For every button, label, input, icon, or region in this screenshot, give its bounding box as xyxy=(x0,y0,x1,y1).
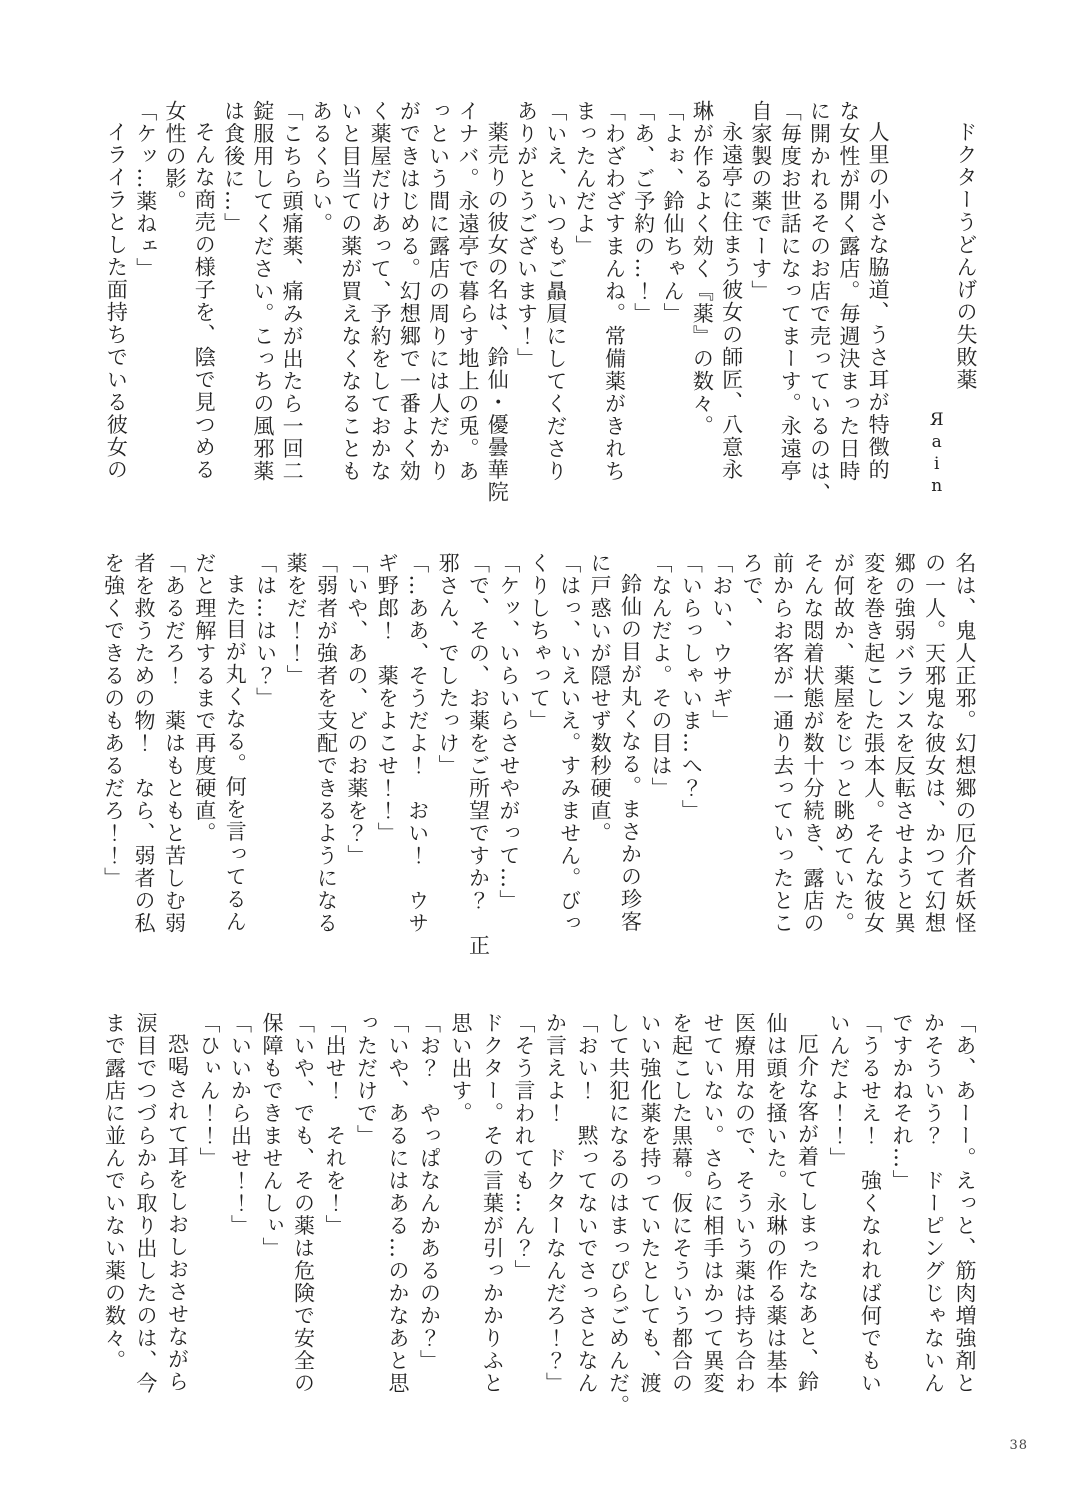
text-line: 「ひぃん！！」 xyxy=(197,1012,221,1170)
text-line: ギ野郎！ 薬をよこせ！！」 xyxy=(375,552,400,845)
text-line: く薬屋だけあって、予約をしておかな xyxy=(368,100,393,483)
text-line: いと目当ての薬が買えなくなることも xyxy=(338,100,363,483)
page-number: 38 xyxy=(1009,1438,1028,1453)
text-line: まったんだよ」 xyxy=(573,100,598,258)
text-band-bottom xyxy=(98,1012,980,1444)
text-line: 「わざわざすまんね。常備薬がきれち xyxy=(602,100,627,483)
text-line: いんだよ！！」 xyxy=(827,1012,851,1170)
text-line: ドクター。その言葉が引っかかりふと xyxy=(480,1012,505,1395)
text-line: 仙は頭を掻いた。永琳の作る薬は基本 xyxy=(764,1012,788,1395)
text-line: 思い出す。 xyxy=(449,1012,473,1125)
text-line: また目が丸くなる。何を言ってるん xyxy=(223,573,248,933)
text-line: 「ケッ…薬ねェ」 xyxy=(133,100,158,280)
text-line: せていない。さらに相手はかつて異変 xyxy=(701,1012,725,1395)
text-line: くりしちゃって」 xyxy=(527,552,552,732)
text-line: 琳が作るよく効く『薬』の数々。 xyxy=(690,100,715,438)
text-line: ろで、 xyxy=(740,552,765,620)
text-band-middle xyxy=(98,552,980,984)
text-line: 「はっ、いえいえ。すみません。びっ xyxy=(557,552,582,935)
text-line: は食後に…」 xyxy=(221,100,246,235)
text-line: に戸惑いが隠せず数秒硬直。 xyxy=(588,552,613,845)
text-line: ありがとうございます！」 xyxy=(514,100,539,370)
text-line: 「おい、ウサギ」 xyxy=(709,552,734,732)
text-line: 鈴仙の目が丸くなる。まさかの珍客 xyxy=(618,573,643,933)
text-line: そんな悶着状態が数十分続き、露店の xyxy=(800,552,825,935)
text-line: 厄介な客が着てしまったなあと、鈴 xyxy=(795,1033,820,1393)
text-line: して共犯になるのはまっぴらごめんだ。 xyxy=(606,1012,631,1417)
text-line: 「あ、あーー。えっと、筋肉増強剤と xyxy=(953,1012,977,1395)
text-line: 錠服用してください。こっちの風邪薬 xyxy=(250,100,275,483)
text-line: そんな商売の様子を、陰で見つめる xyxy=(192,121,217,481)
text-line: 「こちら頭痛薬、痛みが出たら一回二 xyxy=(280,100,305,483)
text-line: 自家製の薬でーす」 xyxy=(748,100,773,303)
text-line: イライラとした面持ちでいる彼女の xyxy=(104,121,129,481)
text-line: 「おい！ 黙ってないでさっさとなん xyxy=(575,1012,599,1395)
text-line: 郷の強弱バランスを反転させようと異 xyxy=(892,552,917,935)
text-line: の一人。天邪鬼な彼女は、かつて幻想 xyxy=(922,552,947,935)
text-line: かそういう？ ドーピングじゃないん xyxy=(921,1012,946,1395)
text-line: 「あ、ご予約の…！」 xyxy=(631,100,656,325)
text-line: ができはじめる。幻想郷で一番よく効 xyxy=(397,100,422,483)
text-line: 「いえ、いつもご贔屓にしてくださり xyxy=(543,100,568,483)
text-line: 邪さん、でしたっけ」 xyxy=(436,552,461,777)
text-line: 女性の影。 xyxy=(162,100,187,213)
spacer-column xyxy=(892,100,921,532)
story-author: Яain xyxy=(926,410,947,498)
text-line: 「いや、あるにはある…のかなあと思 xyxy=(386,1012,410,1395)
text-line: 「毎度お世話になってまーす。永遠亭 xyxy=(778,100,803,483)
text-line: 変を巻き起こした張本人。そんな彼女 xyxy=(861,552,886,935)
text-line: ですかねそれ…」 xyxy=(890,1012,914,1192)
text-line: を起こした黒幕。仮にそういう都合の xyxy=(669,1012,694,1395)
text-line: 「いらっしゃいま…へ？」 xyxy=(679,552,704,822)
text-line: な女性が開く露店。毎週決まった日時 xyxy=(836,100,861,483)
text-line: まで露店に並んでいない薬の数々。 xyxy=(102,1012,127,1372)
text-line: だと理解するまで再度硬直。 xyxy=(192,552,217,845)
text-line: 「なんだよ。その目は」 xyxy=(648,552,673,800)
text-line: っという間に露店の周りには人だかり xyxy=(426,100,451,483)
text-line: 薬売りの彼女の名は、鈴仙・優曇華院 xyxy=(485,121,510,504)
text-line: 名は、鬼人正邪。幻想郷の厄介者妖怪 xyxy=(953,552,977,935)
text-line: 「出せ！ それを！」 xyxy=(323,1012,347,1237)
text-line: 者を救うための物！ なら、弱者の私 xyxy=(132,552,157,935)
text-line: 薬をだ！！」 xyxy=(284,552,309,687)
text-line: 涙目でつづらから取り出したのは、今 xyxy=(134,1012,158,1395)
text-band-top xyxy=(101,100,980,532)
text-line: 前からお客が一通り去っていったとこ xyxy=(770,552,795,935)
text-line: 「で、その、お薬をご所望ですか？ 正 xyxy=(466,552,491,957)
text-line: 保障もできませんしぃ」 xyxy=(260,1012,284,1260)
text-line: が何故か、薬屋をじっと眺めていた。 xyxy=(831,552,856,935)
text-line: か言えよ！ ドクターなんだろ！？」 xyxy=(543,1012,568,1395)
text-line: に開かれるそのお店で売っているのは、 xyxy=(807,100,832,505)
text-line: 「弱者が強者を支配できるようになる xyxy=(314,552,339,935)
text-line: 「いや、あの、どのお薬を？」 xyxy=(344,552,369,867)
text-line: いい強化薬を持っていたとしても、渡 xyxy=(638,1012,662,1395)
text-line: 「よぉ、鈴仙ちゃん」 xyxy=(661,100,686,325)
text-line: 人里の小さな脇道、うさ耳が特徴的 xyxy=(866,121,891,481)
text-line: 「お？ やっぱなんかあるのか？」 xyxy=(417,1012,442,1372)
text-line: 「そう言われても…ん？」 xyxy=(512,1012,536,1282)
text-line: 「…ああ、そうだよ！ おい！ ウサ xyxy=(405,552,430,935)
text-line: 「あるだろ！ 薬はもともと苦しむ弱 xyxy=(162,552,187,935)
text-line: 医療用なので、そういう薬は持ち合わ xyxy=(732,1012,757,1395)
text-line: あるくらい。 xyxy=(309,100,334,235)
text-line: 永遠亭に住まう彼女の師匠、八意永 xyxy=(719,121,744,481)
text-line: 「は…はい？」 xyxy=(253,552,278,710)
text-line: っただけで」 xyxy=(354,1012,379,1147)
text-line: イナバ。永遠亭で暮らす地上の兎。あ xyxy=(455,100,480,483)
text-line: を強くできるのもあるだろ！！」 xyxy=(101,552,126,890)
story-title: ドクターうどんげの失敗薬 xyxy=(954,121,978,391)
text-line: 「いや、でも、その薬は危険で安全の xyxy=(291,1012,316,1395)
text-line: 「いいから出せ！！」 xyxy=(228,1012,253,1237)
text-line: 「ケッ、いらいらさせやがって…」 xyxy=(496,552,521,912)
text-line: 恐喝されて耳をしおしおさせながら xyxy=(165,1033,190,1393)
text-line: 「うるせえ！ 強くなれれば何でもい xyxy=(858,1012,883,1395)
